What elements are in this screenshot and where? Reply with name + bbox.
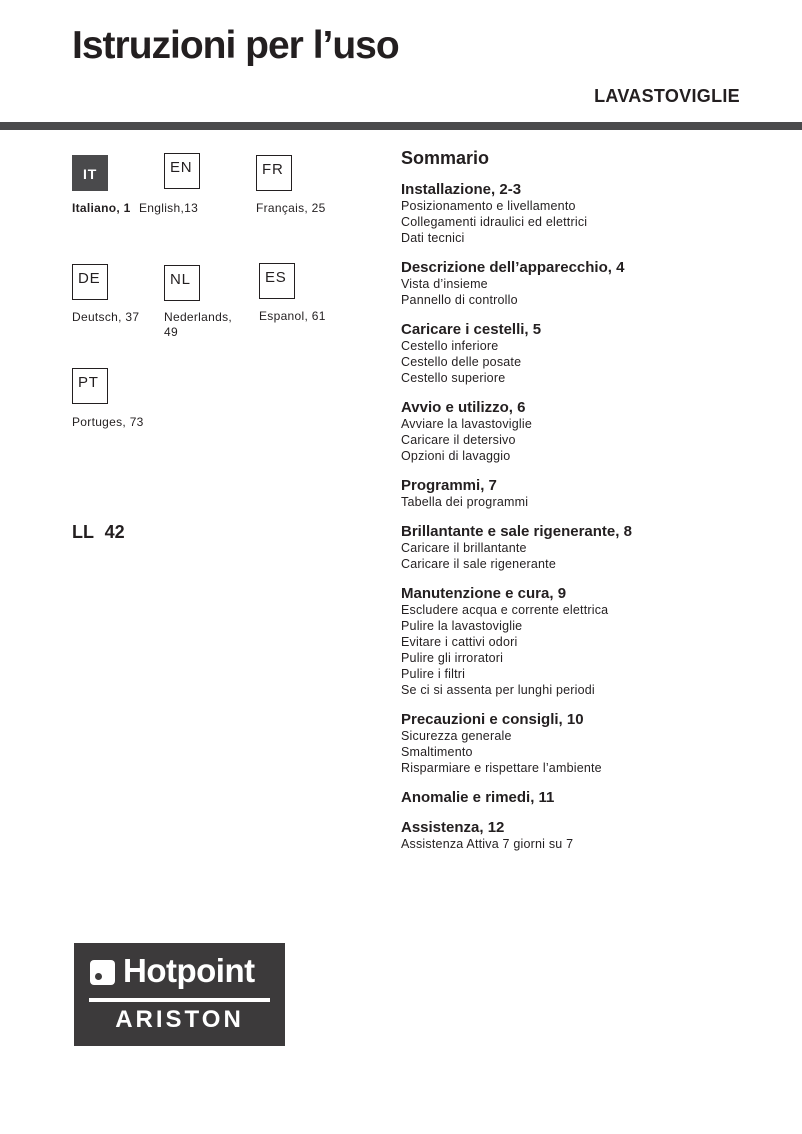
toc-item[interactable]: Sicurezza generale: [401, 729, 512, 743]
brand-logo: [74, 943, 285, 1046]
toc-section-title[interactable]: Installazione, 2-3: [401, 181, 522, 198]
document-title: Istruzioni per l’uso: [72, 24, 399, 67]
toc-section-title[interactable]: Programmi, 7: [401, 477, 497, 494]
language-box-es[interactable]: ES: [259, 263, 295, 299]
toc-section: [401, 523, 781, 572]
toc-item[interactable]: Risparmiare e rispettare l’ambiente: [401, 761, 602, 775]
toc-item[interactable]: Evitare i cattivi odori: [401, 635, 518, 649]
language-box-de[interactable]: DE: [72, 264, 108, 300]
toc-item[interactable]: Smaltimento: [401, 745, 473, 759]
language-label-nl-line1: Nederlands,: [164, 310, 233, 324]
toc-section: [401, 477, 781, 510]
logo-divider: [89, 998, 270, 1002]
toc-section: [401, 585, 781, 698]
toc-item[interactable]: Cestello delle posate: [401, 355, 522, 369]
language-label-en: English,13: [139, 201, 199, 215]
language-box-pt[interactable]: PT: [72, 368, 108, 404]
toc-item[interactable]: Pannello di controllo: [401, 293, 518, 307]
toc-section: [401, 711, 781, 776]
language-label-it: Italiano, 1: [72, 201, 131, 215]
toc-item[interactable]: Se ci si assenta per lunghi periodi: [401, 683, 595, 697]
language-label-es: Espanol, 61: [259, 309, 326, 323]
toc-item[interactable]: Dati tecnici: [401, 231, 465, 245]
product-category: LAVASTOVIGLIE: [594, 86, 740, 106]
toc-item[interactable]: Vista d’insieme: [401, 277, 488, 291]
toc-item[interactable]: Cestello superiore: [401, 371, 506, 385]
toc-section-title[interactable]: Avvio e utilizzo, 6: [401, 399, 526, 416]
toc-item[interactable]: Collegamenti idraulici ed elettrici: [401, 215, 588, 229]
toc-section-title[interactable]: Descrizione dell’apparecchio, 4: [401, 259, 625, 276]
toc-item[interactable]: Tabella dei programmi: [401, 495, 529, 509]
table-of-contents: [401, 148, 781, 865]
toc-section-title[interactable]: Manutenzione e cura, 9: [401, 585, 567, 602]
toc-section: [401, 789, 781, 806]
model-number: LL 42: [72, 522, 125, 542]
toc-item[interactable]: Pulire i filtri: [401, 667, 466, 681]
toc-item[interactable]: Caricare il brillantante: [401, 541, 527, 555]
language-label-nl: [164, 310, 232, 340]
language-box-it[interactable]: IT: [72, 155, 108, 191]
toc-item[interactable]: Opzioni di lavaggio: [401, 449, 511, 463]
language-label-fr: Français, 25: [256, 201, 326, 215]
header-divider: [0, 122, 802, 130]
toc-section-title[interactable]: Brillantante e sale rigenerante, 8: [401, 523, 632, 540]
language-label-nl-line2: 49: [164, 325, 178, 339]
logo-hotpoint-text: Hotpoint: [123, 952, 255, 989]
language-label-pt: Portuges, 73: [72, 415, 144, 429]
language-box-en[interactable]: EN: [164, 153, 200, 189]
hotpoint-mark-icon: [90, 960, 115, 985]
language-box-nl[interactable]: NL: [164, 265, 200, 301]
language-label-de: Deutsch, 37: [72, 310, 140, 324]
language-box-fr[interactable]: FR: [256, 155, 292, 191]
toc-section-title[interactable]: Assistenza, 12: [401, 819, 505, 836]
toc-item[interactable]: Pulire la lavastoviglie: [401, 619, 523, 633]
toc-item[interactable]: Escludere acqua e corrente elettrica: [401, 603, 609, 617]
toc-section: [401, 321, 781, 386]
toc-item[interactable]: Avviare la lavastoviglie: [401, 417, 533, 431]
toc-item[interactable]: Assistenza Attiva 7 giorni su 7: [401, 837, 574, 851]
toc-item[interactable]: Posizionamento e livellamento: [401, 199, 576, 213]
toc-section: [401, 819, 781, 852]
toc-section: [401, 181, 781, 246]
toc-item[interactable]: Cestello inferiore: [401, 339, 499, 353]
toc-heading: Sommario: [401, 148, 490, 168]
toc-section: [401, 399, 781, 464]
toc-section-title[interactable]: Caricare i cestelli, 5: [401, 321, 542, 338]
toc-section-title[interactable]: Precauzioni e consigli, 10: [401, 711, 584, 728]
toc-section-title[interactable]: Anomalie e rimedi, 11: [401, 789, 555, 806]
toc-item[interactable]: Pulire gli irroratori: [401, 651, 504, 665]
toc-sections: [401, 181, 781, 852]
toc-item[interactable]: Caricare il detersivo: [401, 433, 516, 447]
logo-ariston-text: ARISTON: [115, 1006, 244, 1033]
toc-section: [401, 259, 781, 308]
toc-item[interactable]: Caricare il sale rigenerante: [401, 557, 556, 571]
